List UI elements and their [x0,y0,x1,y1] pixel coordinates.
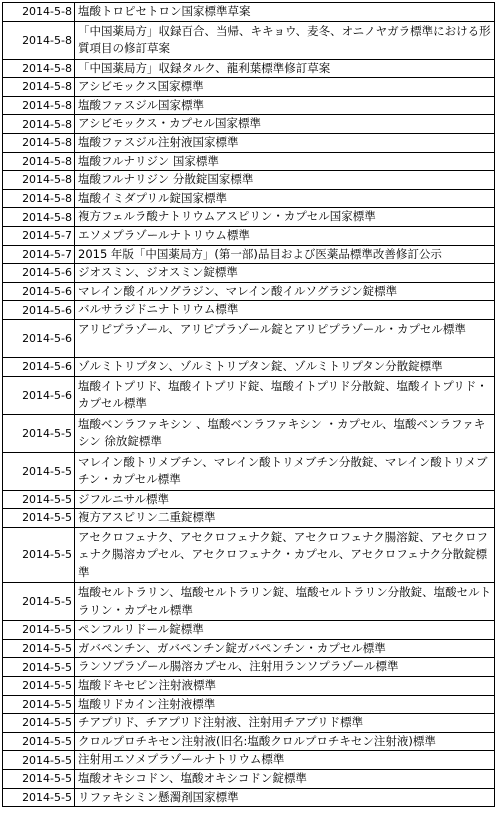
table-row [3,491,494,510]
table-row [3,171,494,190]
table-row [3,115,494,134]
row-title: 塩酸フルナリジン 国家標準 [78,153,219,168]
row-title: 塩酸イミダプリル錠国家標準 [78,190,228,205]
table-row [3,301,494,320]
table-row [3,283,494,302]
row-date: 2014-5-8 [3,134,75,152]
table-row [3,246,494,265]
row-date: 2014-5-5 [3,453,75,490]
row-date: 2014-5-5 [3,714,75,732]
row-title: ランソプラゾール腸溶カプセル、注射用ランソプラゾール標準 [78,659,399,674]
row-date: 2014-5-8 [3,22,75,59]
row-date: 2014-5-8 [3,97,75,115]
table-row [3,789,494,808]
row-title: アリピプラゾール、アリピプラゾール錠とアリピプラゾール・カプセル標準 [78,321,466,336]
row-date: 2014-5-6 [3,264,75,282]
table-row [3,153,494,172]
table-row [3,78,494,97]
row-title: ペンフルリドール錠標準 [78,622,204,637]
row-date: 2014-5-8 [3,153,75,171]
table-row [3,770,494,789]
row-date: 2014-5-5 [3,491,75,509]
table-row [3,227,494,246]
row-title: 塩酸リドカイン注射液標準 [78,696,216,711]
table-row [3,640,494,659]
row-date: 2014-5-6 [3,377,75,414]
row-date: 2014-5-5 [3,789,75,807]
table-row [3,97,494,116]
row-title: 塩酸オキシコドン、塩酸オキシコドン錠標準 [78,770,307,785]
row-title: ガバペンチン、ガバペンチン錠ガバペンチン・カプセル標準 [78,640,386,655]
row-date: 2014-5-5 [3,770,75,788]
row-title: マレイン酸イルソグラジン、マレイン酸イルソグラジン錠標準 [78,283,398,298]
table-row [3,621,494,640]
table-row [3,583,494,621]
table-row [3,377,494,415]
row-title: 塩酸フルナリジン 分散錠国家標準 [78,172,254,187]
row-date: 2014-5-5 [3,658,75,676]
row-date: 2014-5-8 [3,115,75,133]
row-date: 2014-5-5 [3,415,75,452]
row-title: アセクロフェナク、アセクロフェナク錠、アセクロフェナク腸溶錠、アセクロフェナク腸溶カプセル、アセクロフェナク・カプセル、アセクロフェナク分散錠標準 [78,529,488,579]
row-title: バルサラジドニナトリウム標準 [78,302,239,317]
table-row [3,60,494,79]
table-row [3,358,494,377]
table-row [3,3,494,22]
table-row [3,415,494,453]
row-date: 2014-5-5 [3,733,75,751]
table-row [3,751,494,770]
table-row [3,134,494,153]
table-row [3,528,494,584]
table-row [3,696,494,715]
table-row [3,733,494,752]
row-title: ゾルミトリプタン、ゾルミトリプタン錠、ゾルミトリプタン分散錠標準 [78,358,443,373]
row-date: 2014-5-8 [3,171,75,189]
row-title: マレイン酸トリメブチン、マレイン酸トリメブチン分散錠、マレイン酸トリメブチン・カプセル標準 [78,454,488,486]
row-date: 2014-5-8 [3,78,75,96]
row-date: 2014-5-7 [3,246,75,264]
row-date: 2014-5-5 [3,509,75,527]
row-title: チアプリド、チアプリド注射液、注射用チアプリド標準 [78,715,364,730]
table-row [3,320,494,358]
row-title: アシビモックス・カプセル国家標準 [78,116,261,131]
row-title: 「中国薬局方」収録タルク、龍利葉標準修訂草案 [78,60,331,75]
row-title: 複方アスピリン二重錠標準 [78,510,216,525]
row-title: 塩酸ドキセピン注射液標準 [78,678,216,693]
row-date: 2014-5-5 [3,528,75,583]
row-title: 塩酸ファスジル国家標準 [78,97,204,112]
row-date: 2014-5-6 [3,283,75,301]
row-date: 2014-5-5 [3,696,75,714]
row-date: 2014-5-6 [3,301,75,319]
row-date: 2014-5-6 [3,358,75,376]
row-title: 塩酸トロピセトロン国家標準草案 [78,4,251,19]
row-title: 複方フェルラ酸ナトリウムアスピリン・カプセル国家標準 [78,209,376,224]
row-date: 2014-5-8 [3,60,75,78]
row-date: 2014-5-5 [3,677,75,695]
row-title: 「中国薬局方」収録百合、当帰、キキョウ、麦冬、オニノヤガラ標準における形質項目の修訂草案 [78,23,491,56]
table-row [3,208,494,227]
row-title: 塩酸ベンラファキシン 、塩酸ベンラファキシン ・カプセル、塩酸ベンラファキシン 徐放錠標準 [78,416,486,448]
row-date: 2014-5-8 [3,3,75,21]
row-title: ジオスミン、ジオスミン錠標準 [78,265,238,280]
table-row [3,190,494,209]
row-date: 2014-5-5 [3,583,75,620]
standards-table [2,2,495,807]
row-date: 2014-5-8 [3,190,75,208]
row-date: 2014-5-6 [3,320,75,357]
table-row [3,677,494,696]
row-title: 塩酸イトプリド、塩酸イトプリド錠、塩酸イトプリド分散錠、塩酸イトプリド・カプセル標準 [78,378,488,410]
table-row [3,658,494,677]
row-title: 注射用エソメプラゾールナトリウム標準 [78,752,285,767]
row-date: 2014-5-5 [3,621,75,639]
row-title: エソメプラゾールナトリウム標準 [78,227,250,242]
row-title: ジフルニサル標準 [78,491,169,506]
table-row [3,264,494,283]
row-title: 塩酸セルトラリン、塩酸セルトラリン錠、塩酸セルトラリン分散錠、塩酸セルトラリン・カプセル標準 [78,585,492,617]
row-date: 2014-5-5 [3,751,75,769]
table-row [3,714,494,733]
row-date: 2014-5-8 [3,208,75,226]
table-row [3,22,494,60]
row-title: 2015 年版「中国薬局方」(第一部)品目および医薬品標準改善修訂公示 [78,246,442,261]
table-row [3,509,494,528]
row-date: 2014-5-7 [3,227,75,245]
row-title: 塩酸ファスジル注射液国家標準 [78,135,239,150]
row-title: クロルプロチキセン注射液(旧名:塩酸クロルプロチキセン注射液)標準 [78,733,436,748]
row-title: アシビモックス国家標準 [78,79,204,94]
table-row [3,453,494,491]
row-title: リファキシミン懸濁剤国家標準 [78,789,239,804]
row-date: 2014-5-5 [3,640,75,658]
